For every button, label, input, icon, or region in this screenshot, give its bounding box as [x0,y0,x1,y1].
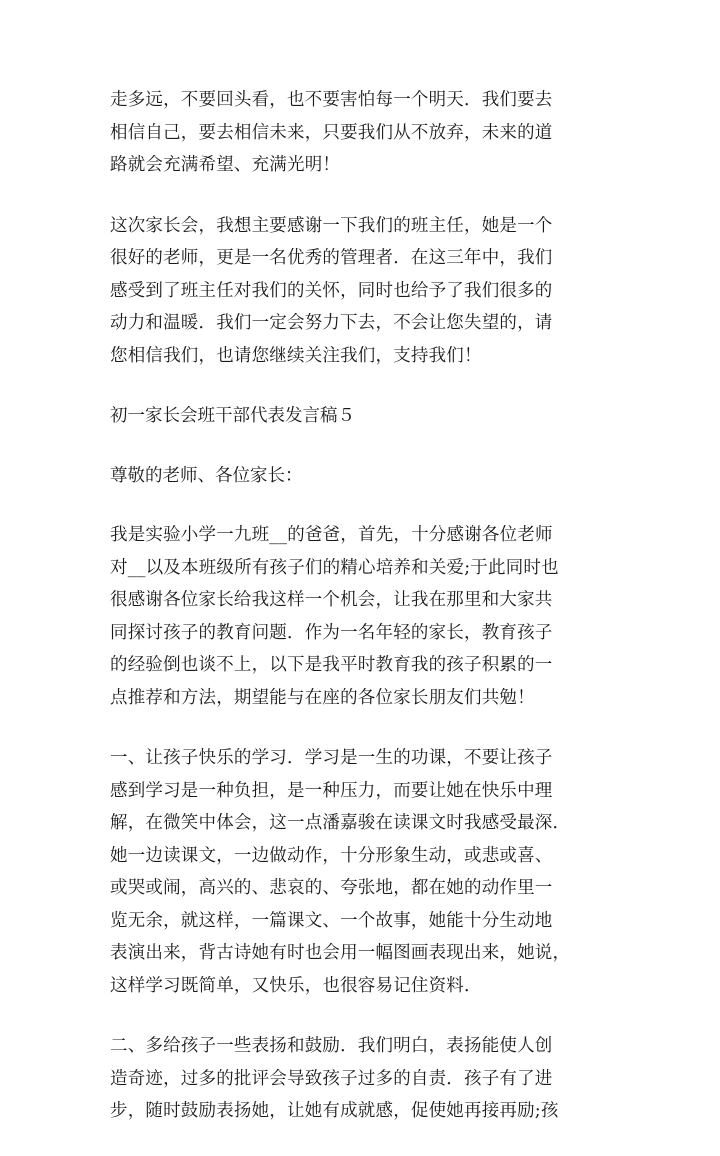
text-line: 的经验倒也谈不上，以下是我平时教育我的孩子积累的一 [110,655,553,675]
text-line: 造奇迹，过多的批评会导致孩子过多的自责．孩子有了进 [110,1068,553,1089]
text-line: 很感谢各位家长给我这样一个机会，让我在那里和大家共 [110,590,553,610]
text-line: 解，在微笑中体会，这一点潘嘉骏在读课文时我感受最深． [110,813,571,833]
text-line: 很好的老师，更是一名优秀的管理者．在这三年中，我们 [110,248,553,268]
text-line: 或哭或闹，高兴的、悲哀的、夸张地，都在她的动作里一 [110,878,553,898]
text-line: 这次家长会，我想主要感谢一下我们的班主任，她是一个 [110,215,553,236]
text-line: 我是实验小学一九班__的爸爸，首先，十分感谢各位老师 [110,525,553,545]
text-line: 感到学习是一种负担，是一种压力，而要让她在快乐中理 [110,780,553,801]
document-body [110,84,602,1156]
paragraph-point-two [110,1030,602,1128]
text-line: 对__以及本班级所有孩子们的精心培养和关爱;于此同时也 [110,557,559,578]
text-line: 路就会充满希望、充满光明！ [110,155,341,175]
text-line: 同探讨孩子的教育问题．作为一名年轻的家长，教育孩子 [110,622,553,643]
text-line: 她一边读课文，一边做动作，十分形象生动，或悲或喜、 [110,845,553,866]
paragraph-point-one [110,742,602,1002]
text-line: 动力和温暖．我们一定会努力下去，不会让您失望的，请 [110,313,553,333]
text-line: 这样学习既简单，又快乐，也很容易记住资料． [110,975,482,996]
text-line: 走多远，不要回头看，也不要害怕每一个明天．我们要去 [110,90,553,110]
text-line: 相信自己，要去相信未来，只要我们从不放弃，未来的道 [110,122,553,143]
text-line: 二、多给孩子一些表扬和鼓励．我们明白，表扬能使人创 [110,1036,553,1056]
text-line: 您相信我们，也请您继续关注我们，支持我们！ [110,345,482,366]
text-line: 点推荐和方法，期望能与在座的各位家长朋友们共勉！ [110,687,535,708]
text-line: 表演出来，背古诗她有时也会用一幅图画表现出来，她说， [110,943,571,963]
text-line: 步，随时鼓励表扬她，让她有成就感，促使她再接再励;孩 [110,1101,559,1121]
text-line: 感受到了班主任对我们的关怀，同时也给予了我们很多的 [110,280,553,301]
paragraph-thanks-teacher [110,210,602,373]
text-line: 览无余，就这样，一篇课文、一个故事，她能十分生动地 [110,910,553,931]
greeting: 尊敬的老师、各位家长： [110,465,303,486]
text-line: 一、让孩子快乐的学习．学习是一生的功课，不要让孩子 [110,748,553,768]
paragraph-closing-hope [110,84,602,182]
section-title: 初一家长会班干部代表发言稿５ [110,406,355,426]
paragraph-introduction [110,519,602,714]
